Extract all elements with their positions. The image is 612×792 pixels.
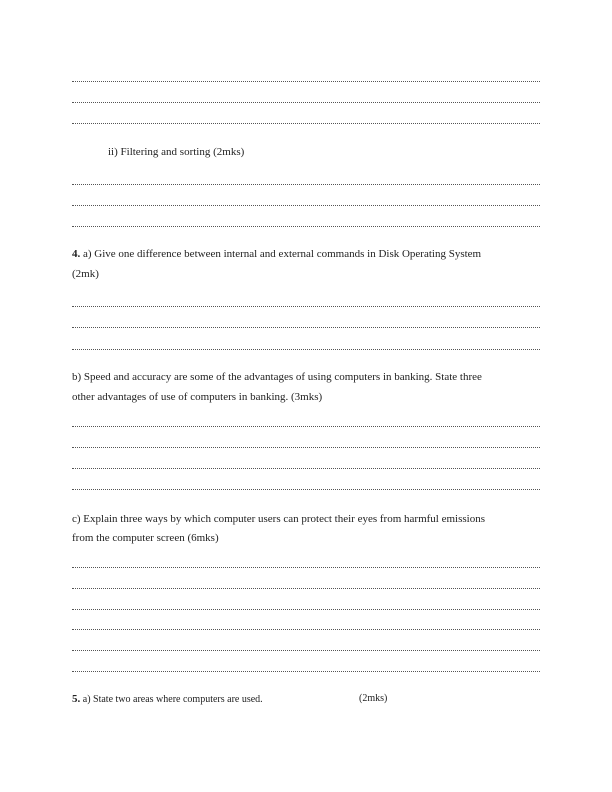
question-4c-line1: c) Explain three ways by which computer users can protect their eyes from harmful emissions xyxy=(72,513,485,525)
answer-line[interactable] xyxy=(72,489,540,491)
question-4c-line2: from the computer screen (6mks) xyxy=(72,532,219,544)
question-4a-marks: (2mk) xyxy=(72,268,99,280)
question-5a-text: a) State two areas where computers are used. xyxy=(82,694,263,705)
question-4b-line2: other advantages of use of computers in banking. (3mks) xyxy=(72,391,323,403)
question-4a-text: a) Give one difference between internal and external commands in Disk Operating System xyxy=(83,248,482,260)
answer-line[interactable] xyxy=(72,468,540,470)
answer-line[interactable] xyxy=(72,567,540,569)
question-5a xyxy=(72,692,263,707)
answer-line[interactable] xyxy=(72,349,540,351)
answer-line[interactable] xyxy=(72,306,540,308)
answer-line[interactable] xyxy=(72,609,540,611)
answer-line[interactable] xyxy=(72,184,540,186)
answer-line[interactable] xyxy=(72,81,540,83)
answer-line[interactable] xyxy=(72,226,540,228)
question-4b-line1: b) Speed and accuracy are some of the advantages of using computers in banking. State three xyxy=(72,371,482,383)
answer-line[interactable] xyxy=(72,447,540,449)
answer-line[interactable] xyxy=(72,327,540,329)
answer-line[interactable] xyxy=(72,588,540,590)
answer-line[interactable] xyxy=(72,629,540,631)
answer-line[interactable] xyxy=(72,671,540,673)
answer-line[interactable] xyxy=(72,426,540,428)
answer-line[interactable] xyxy=(72,102,540,104)
answer-line[interactable] xyxy=(72,205,540,207)
question-4a xyxy=(72,247,481,261)
question-5a-marks: (2mks) xyxy=(359,693,388,704)
answer-line[interactable] xyxy=(72,123,540,125)
answer-line[interactable] xyxy=(72,650,540,652)
question-4-number: 4. xyxy=(72,248,81,260)
question-5-number: 5. xyxy=(72,693,81,705)
question-3-part-ii: ii) Filtering and sorting (2mks) xyxy=(108,146,245,158)
